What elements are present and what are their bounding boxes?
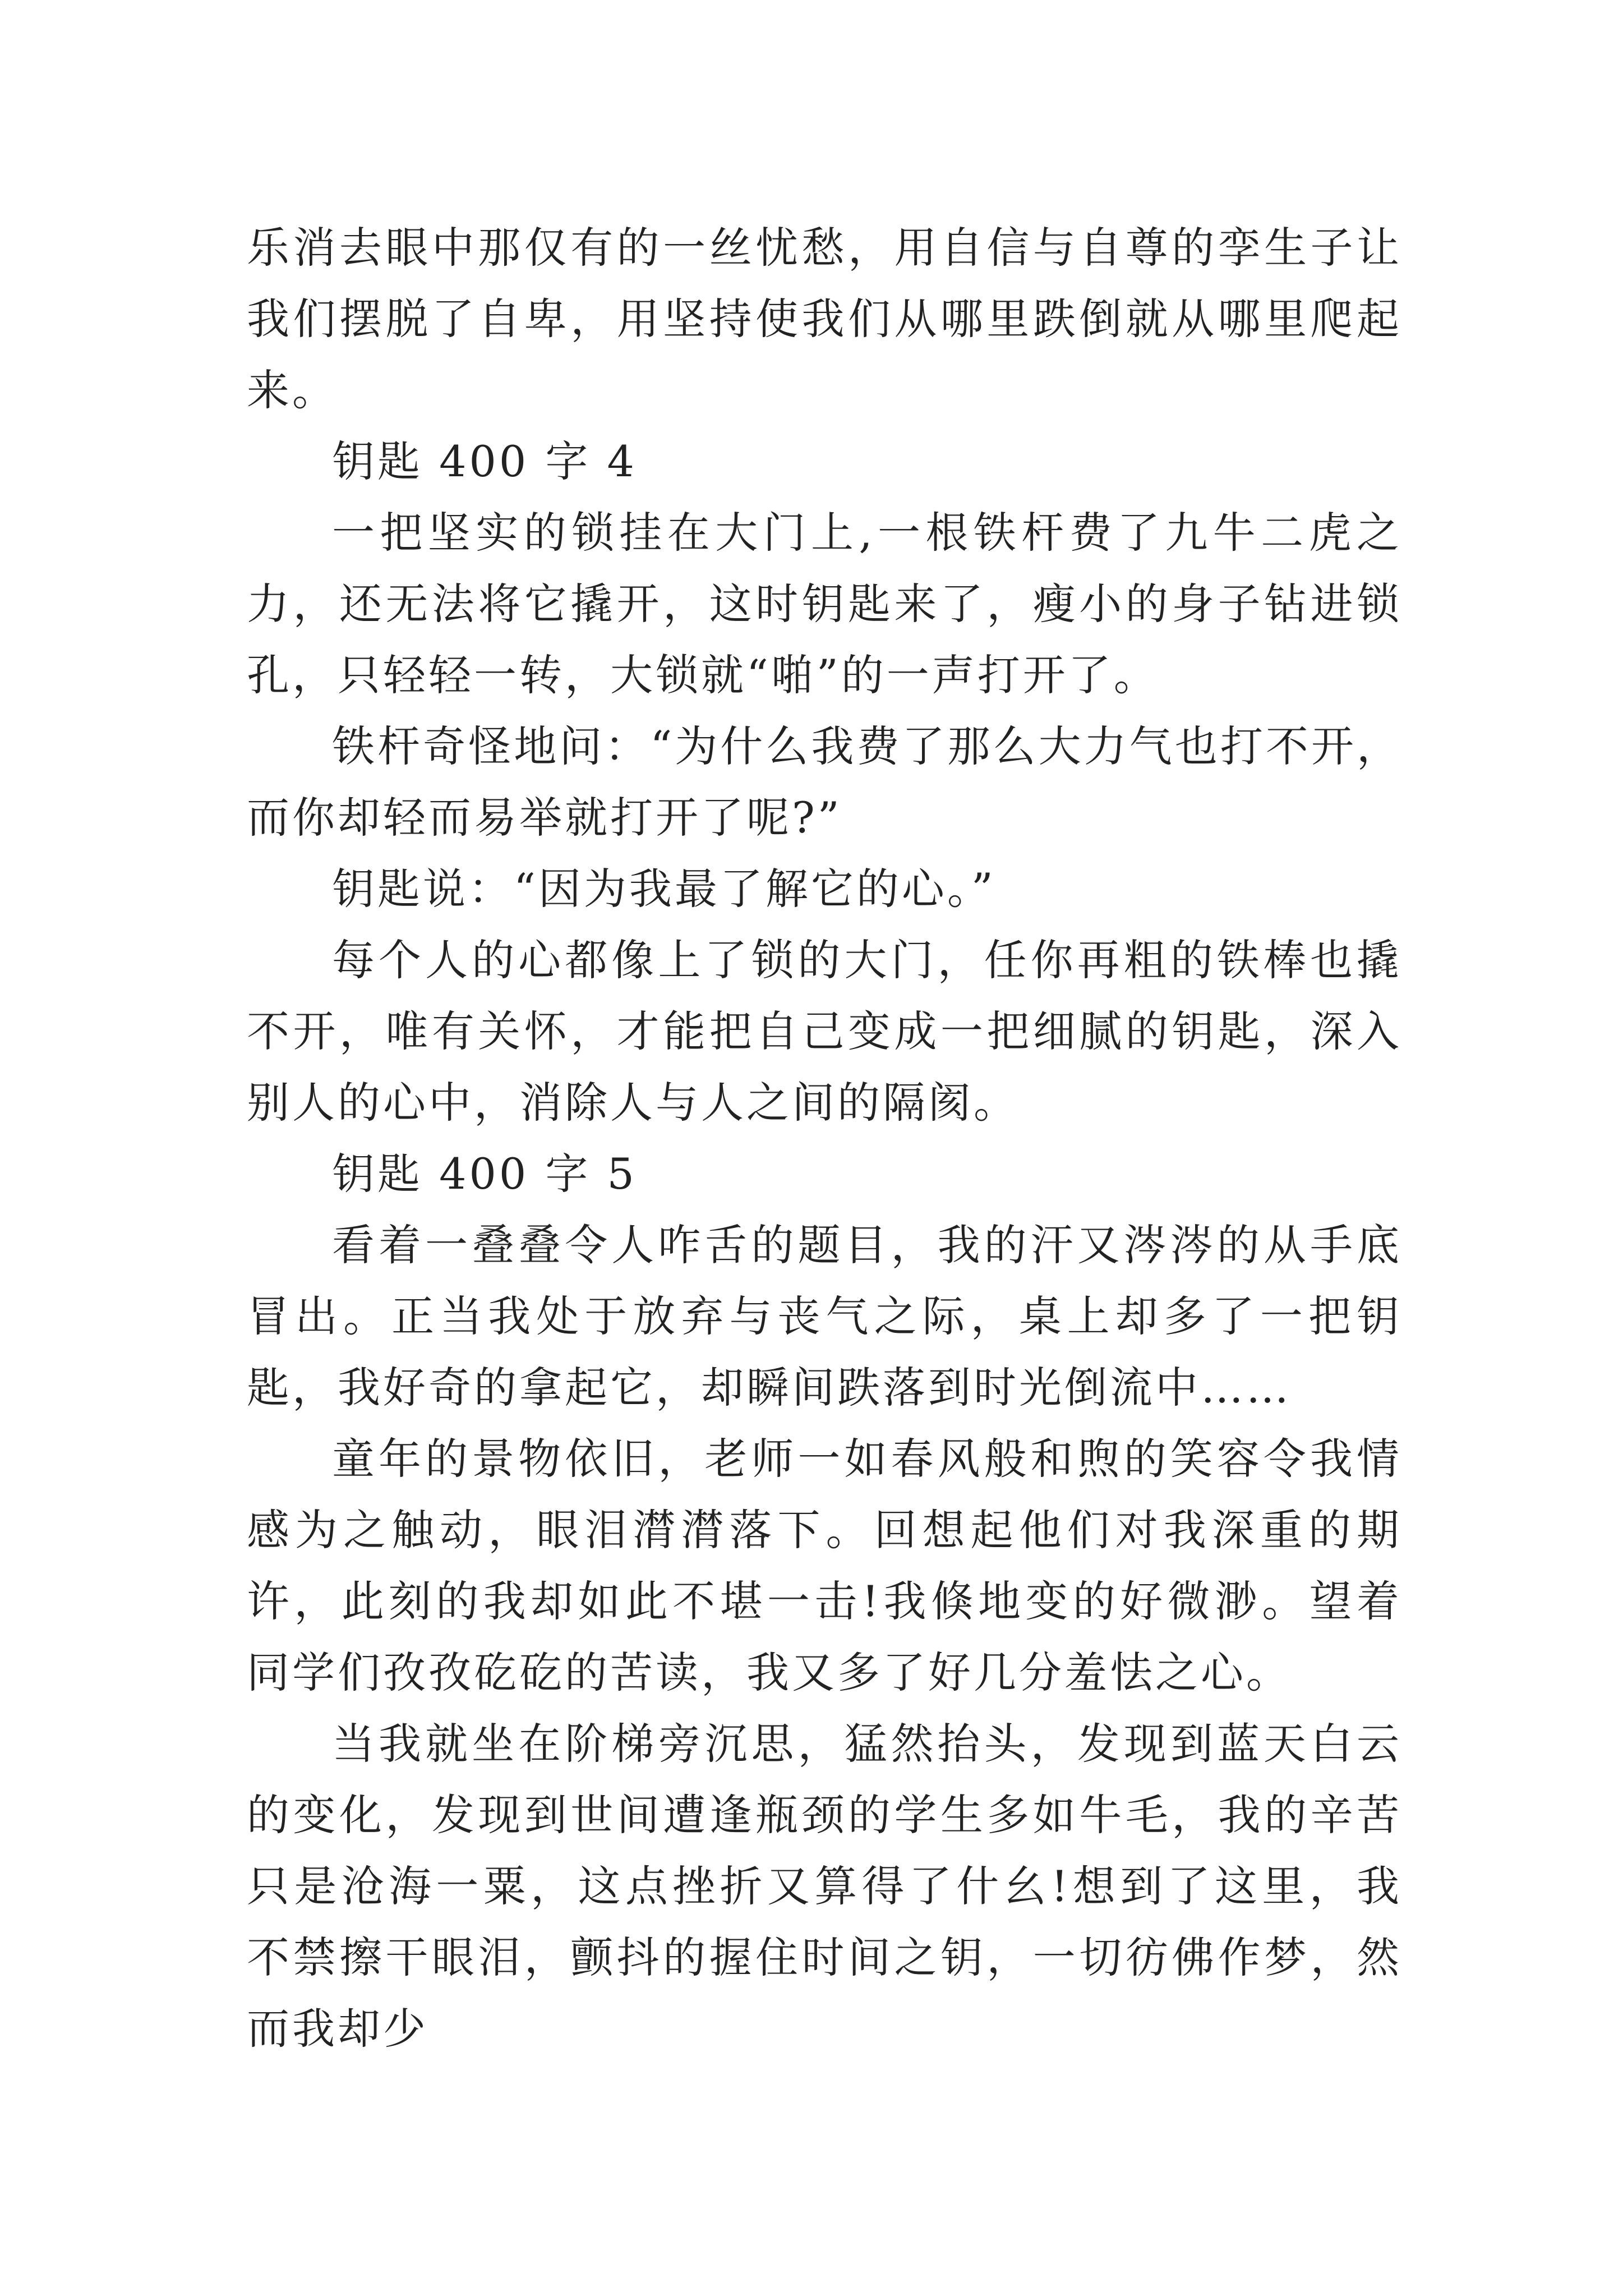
paragraph: 当我就坐在阶梯旁沉思，猛然抬头，发现到蓝天白云的变化，发现到世间遭逢瓶颈的学生多如牛毛，我的辛苦只是沧海一粟，这点挫折又算得了什幺!想到了这里，我不禁擦干眼泪，颤抖的握住时间之钥，一切彷佛作梦，然而我却少 xyxy=(247,1719,1402,2054)
paragraph: 钥匙说：“因为我最了解它的心。” xyxy=(332,864,996,914)
section-heading-4: 钥匙 400 字 4 xyxy=(332,436,637,486)
paragraph: 一把坚实的锁挂在大门上,一根铁杆费了九牛二虎之力，还无法将它撬开，这时钥匙来了，瘦小的身子钻进锁孔，只轻轻一转，大锁就“啪”的一声打开了。 xyxy=(247,508,1402,700)
paragraph: 铁杆奇怪地问：“为什么我费了那么大力气也打不开，而你却轻而易举就打开了呢?” xyxy=(247,721,1402,843)
paragraph: 童年的景物依旧，老师一如春风般和煦的笑容令我情感为之触动，眼泪潸潸落下。回想起他们对我深重的期许，此刻的我却如此不堪一击!我倏地变的好微渺。望着同学们孜孜矻矻的苦读，我又多了好几分羞怯之心。 xyxy=(247,1434,1402,1697)
document-body xyxy=(247,212,1402,2064)
paragraph-continued: 乐消去眼中那仅有的一丝忧愁，用自信与自尊的孪生子让我们摆脱了自卑，用坚持使我们从哪里跌倒就从哪里爬起来。 xyxy=(247,223,1402,415)
paragraph: 每个人的心都像上了锁的大门，任你再粗的铁棒也撬不开，唯有关怀，才能把自己变成一把细腻的钥匙，深入别人的心中，消除人与人之间的隔阂。 xyxy=(247,935,1402,1128)
section-heading-5: 钥匙 400 字 5 xyxy=(332,1149,637,1199)
paragraph: 看着一叠叠令人咋舌的题目，我的汗又涔涔的从手底冒出。正当我处于放弃与丧气之际，桌上却多了一把钥匙，我好奇的拿起它，却瞬间跌落到时光倒流中…… xyxy=(247,1220,1402,1412)
